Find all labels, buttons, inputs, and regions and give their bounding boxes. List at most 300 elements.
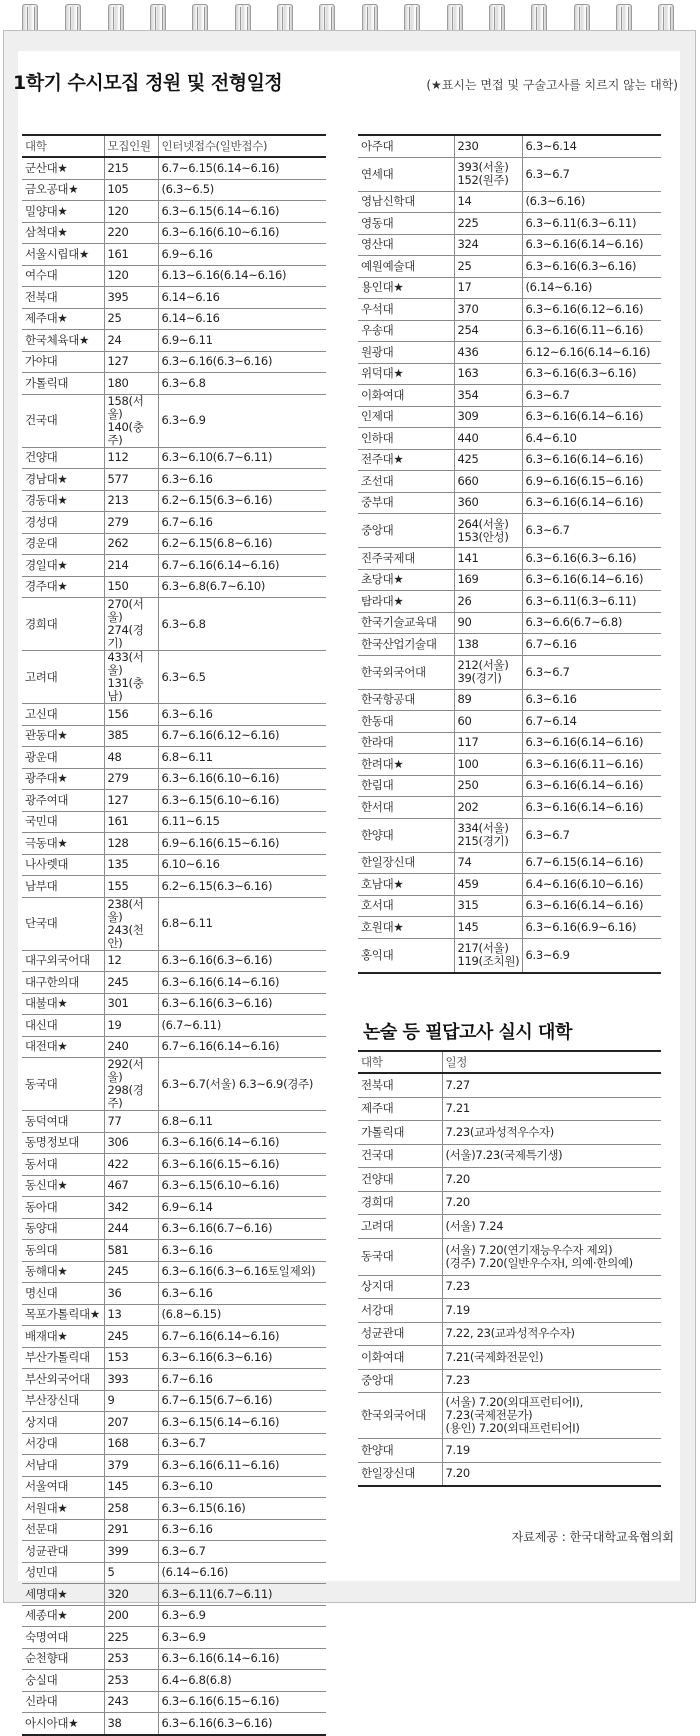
table-row bbox=[22, 1175, 326, 1197]
table-row bbox=[22, 598, 326, 651]
quota-cell: 279 bbox=[104, 512, 158, 534]
application-period-cell: 6.3~6.14 bbox=[522, 135, 661, 157]
table-row bbox=[358, 1299, 661, 1323]
quota-cell: 202 bbox=[454, 797, 522, 819]
column-header-application-period: 인터넷접수(일반접수) bbox=[158, 135, 326, 157]
table-row bbox=[358, 385, 661, 407]
application-period-cell: 6.7~6.14 bbox=[522, 711, 661, 733]
table-row bbox=[22, 1240, 326, 1262]
table-row bbox=[358, 1275, 661, 1299]
application-period-cell: 6.3~6.16(6.14~6.16) bbox=[158, 972, 326, 994]
table-row bbox=[358, 612, 661, 634]
university-cell: 제주대 bbox=[358, 1097, 442, 1121]
application-period-cell: 6.9~6.16(6.15~6.16) bbox=[158, 833, 326, 855]
table-row bbox=[22, 512, 326, 534]
table-row bbox=[22, 854, 326, 876]
application-period-cell: 6.3~6.16(6.14~6.16) bbox=[158, 1132, 326, 1154]
table-row bbox=[22, 1691, 326, 1713]
table-row bbox=[22, 651, 326, 704]
application-period-cell: 6.3~6.16(6.14~6.16) bbox=[522, 732, 661, 754]
table-row bbox=[22, 394, 326, 447]
application-period-cell: 6.3~6.16(6.15~6.16) bbox=[158, 1154, 326, 1176]
application-period-cell: 6.7~6.16 bbox=[158, 1369, 326, 1391]
schedule-table-left bbox=[22, 134, 326, 1736]
university-cell: 밀양대★ bbox=[22, 201, 104, 223]
application-period-cell: 6.3~6.5 bbox=[158, 651, 326, 704]
quota-cell: 213 bbox=[104, 490, 158, 512]
university-cell: 호원대★ bbox=[358, 917, 454, 939]
table-row bbox=[22, 1670, 326, 1692]
application-period-cell: 6.9~6.14 bbox=[158, 1197, 326, 1219]
university-cell: 서강대 bbox=[22, 1433, 104, 1455]
quota-cell: 9 bbox=[104, 1390, 158, 1412]
quota-cell: 250 bbox=[454, 775, 522, 797]
application-period-cell: 6.3~6.8 bbox=[158, 598, 326, 651]
application-period-cell: 6.3~6.9 bbox=[522, 938, 661, 973]
quota-cell: 245 bbox=[104, 1326, 158, 1348]
application-period-cell: 6.4~6.16(6.10~6.16) bbox=[522, 874, 661, 896]
quota-cell: 581 bbox=[104, 1240, 158, 1262]
table-row bbox=[22, 876, 326, 898]
application-period-cell: 6.3~6.7 bbox=[158, 1433, 326, 1455]
quota-cell: 207 bbox=[104, 1412, 158, 1434]
table-row bbox=[22, 1433, 326, 1455]
table-header-row bbox=[22, 135, 326, 157]
application-period-cell: 6.3~6.16(6.3~6.16) bbox=[158, 1713, 326, 1735]
application-period-cell: 6.3~6.9 bbox=[158, 394, 326, 447]
exam-date-cell: 7.23 bbox=[442, 1275, 661, 1299]
university-cell: 경남대★ bbox=[22, 469, 104, 491]
table-row bbox=[358, 449, 661, 471]
university-cell: 동양대 bbox=[22, 1218, 104, 1240]
application-period-cell: 6.3~6.15(6.10~6.16) bbox=[158, 790, 326, 812]
quota-cell: 243 bbox=[104, 1691, 158, 1713]
application-period-cell: 6.3~6.11(6.7~6.11) bbox=[158, 1584, 326, 1606]
quota-cell: 279 bbox=[104, 768, 158, 790]
quota-cell: 264(서울) 153(안성) bbox=[454, 514, 522, 548]
quota-cell: 370 bbox=[454, 299, 522, 321]
quota-cell: 168 bbox=[104, 1433, 158, 1455]
table-row bbox=[358, 320, 661, 342]
quota-cell: 440 bbox=[454, 428, 522, 450]
table-row bbox=[22, 768, 326, 790]
application-period-cell: 6.3~6.16(6.14~6.16) bbox=[522, 406, 661, 428]
essay-section-title: 논술 등 필답고사 실시 대학 bbox=[363, 1022, 572, 1043]
application-period-cell: (6.8~6.15) bbox=[158, 1304, 326, 1326]
quota-cell: 17 bbox=[454, 277, 522, 299]
table-row bbox=[358, 277, 661, 299]
university-cell: 가톨릭대 bbox=[358, 1121, 442, 1145]
quota-cell: 253 bbox=[104, 1670, 158, 1692]
quota-cell: 220 bbox=[104, 222, 158, 244]
exam-date-cell: 7.21 bbox=[442, 1097, 661, 1121]
application-period-cell: 6.13~6.16(6.14~6.16) bbox=[158, 265, 326, 287]
application-period-cell: 6.9~6.16 bbox=[158, 244, 326, 266]
quota-cell: 120 bbox=[104, 201, 158, 223]
quota-cell: 245 bbox=[104, 972, 158, 994]
university-cell: 동국대 bbox=[22, 1058, 104, 1111]
quota-cell: 306 bbox=[104, 1132, 158, 1154]
table-row bbox=[358, 775, 661, 797]
application-period-cell: 6.3~6.16(6.14~6.16) bbox=[522, 492, 661, 514]
quota-cell: 25 bbox=[104, 308, 158, 330]
table-row bbox=[22, 533, 326, 555]
table-row bbox=[22, 1132, 326, 1154]
quota-cell: 385 bbox=[104, 725, 158, 747]
application-period-cell: 6.3~6.16(6.3~6.16) bbox=[158, 993, 326, 1015]
quota-cell: 158(서울) 140(충주) bbox=[104, 394, 158, 447]
exam-date-cell: 7.20 bbox=[442, 1168, 661, 1192]
application-period-cell: 6.3~6.9 bbox=[158, 1605, 326, 1627]
application-period-cell: 6.4~6.8(6.8) bbox=[158, 1670, 326, 1692]
application-period-cell: 6.8~6.11 bbox=[158, 1111, 326, 1133]
quota-cell: 74 bbox=[454, 852, 522, 874]
quota-cell: 156 bbox=[104, 704, 158, 726]
university-cell: 이화여대 bbox=[358, 385, 454, 407]
university-cell: 경동대★ bbox=[22, 490, 104, 512]
quota-cell: 26 bbox=[454, 591, 522, 613]
university-cell: 전북대 bbox=[22, 287, 104, 309]
table-row bbox=[22, 469, 326, 491]
table-row bbox=[22, 833, 326, 855]
quota-cell: 238(서울) 243(천안) bbox=[104, 897, 158, 950]
university-cell: 진주국제대 bbox=[358, 548, 454, 570]
university-cell: 동덕여대 bbox=[22, 1111, 104, 1133]
application-period-cell: 6.11~6.15 bbox=[158, 811, 326, 833]
university-cell: 한양대 bbox=[358, 1439, 442, 1463]
university-cell: 경주대★ bbox=[22, 576, 104, 598]
university-cell: 전주대★ bbox=[358, 449, 454, 471]
exam-date-cell: 7.19 bbox=[442, 1299, 661, 1323]
quota-cell: 14 bbox=[454, 191, 522, 213]
university-cell: 서원대★ bbox=[22, 1498, 104, 1520]
application-period-cell: (6.3~6.5) bbox=[158, 179, 326, 201]
university-cell: 상지대 bbox=[358, 1275, 442, 1299]
table-row bbox=[358, 917, 661, 939]
table-row bbox=[22, 1519, 326, 1541]
table-row bbox=[22, 287, 326, 309]
table-row bbox=[22, 576, 326, 598]
quota-cell: 324 bbox=[454, 234, 522, 256]
quota-cell: 161 bbox=[104, 811, 158, 833]
quota-cell: 425 bbox=[454, 449, 522, 471]
university-cell: 대신대 bbox=[22, 1015, 104, 1037]
quota-cell: 5 bbox=[104, 1562, 158, 1584]
university-cell: 여수대 bbox=[22, 265, 104, 287]
quota-cell: 422 bbox=[104, 1154, 158, 1176]
application-period-cell: (6.14~6.16) bbox=[158, 1562, 326, 1584]
table-row bbox=[22, 1369, 326, 1391]
university-cell: 동국대 bbox=[358, 1238, 442, 1275]
table-row bbox=[358, 492, 661, 514]
university-cell: 한국기술교육대 bbox=[358, 612, 454, 634]
quota-cell: 433(서울) 131(충남) bbox=[104, 651, 158, 704]
exam-date-cell: 7.20 bbox=[442, 1191, 661, 1215]
table-row bbox=[358, 299, 661, 321]
university-cell: 동신대★ bbox=[22, 1175, 104, 1197]
application-period-cell: 6.9~6.11 bbox=[158, 330, 326, 352]
application-period-cell: 6.3~6.15(6.14~6.16) bbox=[158, 201, 326, 223]
table-row bbox=[358, 874, 661, 896]
quota-cell: 399 bbox=[104, 1541, 158, 1563]
table-row bbox=[358, 1346, 661, 1370]
table-row bbox=[22, 725, 326, 747]
quota-cell: 141 bbox=[454, 548, 522, 570]
application-period-cell: 6.3~6.16(6.14~6.16) bbox=[522, 775, 661, 797]
quota-cell: 393(서울) 152(원주) bbox=[454, 157, 522, 191]
table-row bbox=[358, 1168, 661, 1192]
university-cell: 이화여대 bbox=[358, 1346, 442, 1370]
table-row bbox=[22, 1058, 326, 1111]
application-period-cell: 6.14~6.16 bbox=[158, 308, 326, 330]
university-cell: 영동대 bbox=[358, 213, 454, 235]
table-row bbox=[22, 897, 326, 950]
table-row bbox=[358, 852, 661, 874]
quota-cell: 291 bbox=[104, 1519, 158, 1541]
quota-cell: 100 bbox=[454, 754, 522, 776]
university-cell: 한국체육대★ bbox=[22, 330, 104, 352]
university-cell: 가톨릭대 bbox=[22, 373, 104, 395]
university-cell: 원광대 bbox=[358, 342, 454, 364]
quota-cell: 577 bbox=[104, 469, 158, 491]
quota-cell: 48 bbox=[104, 747, 158, 769]
quota-cell: 13 bbox=[104, 1304, 158, 1326]
application-period-cell: 6.12~6.16(6.14~6.16) bbox=[522, 342, 661, 364]
column-header-university: 대학 bbox=[22, 135, 104, 157]
exam-date-cell: 7.22, 23(교과성적우수자) bbox=[442, 1322, 661, 1346]
table-row bbox=[358, 655, 661, 689]
table-row bbox=[22, 811, 326, 833]
university-cell: 신라대 bbox=[22, 1691, 104, 1713]
university-cell: 고신대 bbox=[22, 704, 104, 726]
university-cell: 부산가톨릭대 bbox=[22, 1347, 104, 1369]
university-cell: 위덕대★ bbox=[358, 363, 454, 385]
table-row bbox=[358, 895, 661, 917]
university-cell: 홍익대 bbox=[358, 938, 454, 973]
exam-date-cell: (서울)7.23(국제특기생) bbox=[442, 1144, 661, 1168]
quota-cell: 90 bbox=[454, 612, 522, 634]
university-cell: 동의대 bbox=[22, 1240, 104, 1262]
quota-cell: 214 bbox=[104, 555, 158, 577]
table-row bbox=[358, 363, 661, 385]
university-cell: 가야대 bbox=[22, 351, 104, 373]
quota-cell: 24 bbox=[104, 330, 158, 352]
table-row bbox=[22, 201, 326, 223]
quota-cell: 127 bbox=[104, 351, 158, 373]
table-row bbox=[358, 191, 661, 213]
university-cell: 한려대★ bbox=[358, 754, 454, 776]
exam-date-cell: 7.23 bbox=[442, 1369, 661, 1393]
university-cell: 영산대 bbox=[358, 234, 454, 256]
application-period-cell: 6.3~6.16 bbox=[158, 1240, 326, 1262]
application-period-cell: 6.3~6.11(6.3~6.11) bbox=[522, 591, 661, 613]
quota-cell: 19 bbox=[104, 1015, 158, 1037]
university-cell: 대전대★ bbox=[22, 1036, 104, 1058]
column-header-date: 일정 bbox=[442, 1051, 661, 1073]
university-cell: 관동대★ bbox=[22, 725, 104, 747]
university-cell: 한국외국어대 bbox=[358, 1393, 442, 1439]
table-row bbox=[22, 1648, 326, 1670]
university-cell: 서울여대 bbox=[22, 1476, 104, 1498]
table-row bbox=[358, 234, 661, 256]
application-period-cell: 6.3~6.16(6.14~6.16) bbox=[522, 895, 661, 917]
university-cell: 동해대★ bbox=[22, 1261, 104, 1283]
table-row bbox=[358, 634, 661, 656]
university-cell: 군산대★ bbox=[22, 157, 104, 179]
exam-date-cell: (서울) 7.20(연기재능우수자 제외) (경주) 7.20(일반우수자Ⅰ, 의예·한의예) bbox=[442, 1238, 661, 1275]
exam-date-cell: 7.20 bbox=[442, 1462, 661, 1486]
university-cell: 우석대 bbox=[358, 299, 454, 321]
application-period-cell: 6.3~6.15(6.16) bbox=[158, 1498, 326, 1520]
table-row bbox=[358, 754, 661, 776]
column-header-quota: 모집인원 bbox=[104, 135, 158, 157]
quota-cell: 180 bbox=[104, 373, 158, 395]
table-row bbox=[22, 1261, 326, 1283]
application-period-cell: 6.3~6.16(6.3~6.16) bbox=[522, 548, 661, 570]
table-row bbox=[358, 1462, 661, 1486]
application-period-cell: 6.3~6.16 bbox=[158, 704, 326, 726]
table-row bbox=[358, 938, 661, 973]
quota-cell: 315 bbox=[454, 895, 522, 917]
quota-cell: 379 bbox=[104, 1455, 158, 1477]
university-cell: 순천향대 bbox=[22, 1648, 104, 1670]
table-row bbox=[358, 591, 661, 613]
table-row bbox=[358, 569, 661, 591]
table-row bbox=[22, 1036, 326, 1058]
application-period-cell: 6.3~6.9 bbox=[158, 1627, 326, 1649]
application-period-cell: 6.3~6.16(6.10~6.16) bbox=[158, 768, 326, 790]
university-cell: 제주대★ bbox=[22, 308, 104, 330]
table-row bbox=[22, 1197, 326, 1219]
table-row bbox=[22, 157, 326, 179]
quota-cell: 660 bbox=[454, 471, 522, 493]
application-period-cell: 6.7~6.16(6.14~6.16) bbox=[158, 1326, 326, 1348]
application-period-cell: 6.7~6.15(6.14~6.16) bbox=[522, 852, 661, 874]
quota-cell: 145 bbox=[104, 1476, 158, 1498]
table-row bbox=[22, 1347, 326, 1369]
quota-cell: 212(서울) 39(경기) bbox=[454, 655, 522, 689]
table-row bbox=[22, 490, 326, 512]
quota-cell: 169 bbox=[454, 569, 522, 591]
quota-cell: 258 bbox=[104, 1498, 158, 1520]
university-cell: 남부대 bbox=[22, 876, 104, 898]
quota-cell: 36 bbox=[104, 1283, 158, 1305]
table-row bbox=[358, 732, 661, 754]
university-cell: 호서대 bbox=[358, 895, 454, 917]
application-period-cell: 6.3~6.16(6.14~6.16) bbox=[522, 234, 661, 256]
exam-date-cell: 7.19 bbox=[442, 1439, 661, 1463]
quota-cell: 200 bbox=[104, 1605, 158, 1627]
application-period-cell: 6.3~6.16(6.10~6.16) bbox=[158, 222, 326, 244]
quota-cell: 153 bbox=[104, 1347, 158, 1369]
exam-date-cell: 7.27 bbox=[442, 1073, 661, 1097]
application-period-cell: 6.7~6.16 bbox=[522, 634, 661, 656]
university-cell: 연세대 bbox=[358, 157, 454, 191]
university-cell: 부산장신대 bbox=[22, 1390, 104, 1412]
table-row bbox=[22, 1498, 326, 1520]
quota-cell: 244 bbox=[104, 1218, 158, 1240]
application-period-cell: 6.3~6.16(6.11~6.16) bbox=[522, 754, 661, 776]
university-cell: 서강대 bbox=[358, 1299, 442, 1323]
table-row bbox=[22, 265, 326, 287]
application-period-cell: 6.4~6.10 bbox=[522, 428, 661, 450]
table-row bbox=[22, 222, 326, 244]
application-period-cell: 6.3~6.15(6.14~6.16) bbox=[158, 1412, 326, 1434]
quota-cell: 112 bbox=[104, 447, 158, 469]
university-cell: 서남대 bbox=[22, 1455, 104, 1477]
quota-cell: 459 bbox=[454, 874, 522, 896]
table-row bbox=[358, 797, 661, 819]
university-cell: 한동대 bbox=[358, 711, 454, 733]
university-cell: 고려대 bbox=[22, 651, 104, 704]
university-cell: 세명대★ bbox=[22, 1584, 104, 1606]
table-row bbox=[22, 1476, 326, 1498]
quota-cell: 395 bbox=[104, 287, 158, 309]
application-period-cell: 6.7~6.15(6.14~6.16) bbox=[158, 157, 326, 179]
university-cell: 숙명여대 bbox=[22, 1627, 104, 1649]
quota-cell: 145 bbox=[454, 917, 522, 939]
application-period-cell: 6.7~6.16(6.12~6.16) bbox=[158, 725, 326, 747]
table-row bbox=[22, 1154, 326, 1176]
university-cell: 광주여대 bbox=[22, 790, 104, 812]
application-period-cell: 6.3~6.7 bbox=[522, 655, 661, 689]
table-row bbox=[22, 747, 326, 769]
quota-cell: 342 bbox=[104, 1197, 158, 1219]
application-period-cell: 6.3~6.16(6.3~6.16) bbox=[158, 351, 326, 373]
university-cell: 동명정보대 bbox=[22, 1132, 104, 1154]
application-period-cell: 6.9~6.16(6.15~6.16) bbox=[522, 471, 661, 493]
table-row bbox=[358, 1144, 661, 1168]
quota-cell: 135 bbox=[104, 854, 158, 876]
university-cell: 용인대★ bbox=[358, 277, 454, 299]
university-cell: 한국외국어대 bbox=[358, 655, 454, 689]
schedule-table-right bbox=[358, 134, 661, 974]
university-cell: 초당대★ bbox=[358, 569, 454, 591]
university-cell: 건국대 bbox=[358, 1144, 442, 1168]
application-period-cell: 6.3~6.11(6.3~6.11) bbox=[522, 213, 661, 235]
table-row bbox=[358, 256, 661, 278]
quota-cell: 245 bbox=[104, 1261, 158, 1283]
university-cell: 동서대 bbox=[22, 1154, 104, 1176]
table-row bbox=[358, 1238, 661, 1275]
column-header-university: 대학 bbox=[358, 1051, 442, 1073]
quota-cell: 225 bbox=[104, 1627, 158, 1649]
application-period-cell: 6.3~6.16(6.7~6.16) bbox=[158, 1218, 326, 1240]
university-cell: 건양대 bbox=[22, 447, 104, 469]
quota-cell: 254 bbox=[454, 320, 522, 342]
quota-cell: 320 bbox=[104, 1584, 158, 1606]
table-row bbox=[358, 1191, 661, 1215]
university-cell: 인제대 bbox=[358, 406, 454, 428]
table-row bbox=[358, 1073, 661, 1097]
quota-cell: 240 bbox=[104, 1036, 158, 1058]
table-row bbox=[22, 1541, 326, 1563]
quota-cell: 38 bbox=[104, 1713, 158, 1735]
table-row bbox=[358, 157, 661, 191]
application-period-cell: 6.3~6.7 bbox=[158, 1541, 326, 1563]
application-period-cell: 6.8~6.11 bbox=[158, 897, 326, 950]
university-cell: 우송대 bbox=[358, 320, 454, 342]
exam-date-cell: (서울) 7.24 bbox=[442, 1215, 661, 1239]
table-row bbox=[22, 972, 326, 994]
university-cell: 한일장신대 bbox=[358, 852, 454, 874]
application-period-cell: 6.3~6.16(6.14~6.16) bbox=[158, 1648, 326, 1670]
application-period-cell: 6.14~6.16 bbox=[158, 287, 326, 309]
quota-cell: 262 bbox=[104, 533, 158, 555]
application-period-cell: 6.2~6.15(6.3~6.16) bbox=[158, 876, 326, 898]
table-row bbox=[358, 1121, 661, 1145]
quota-cell: 138 bbox=[454, 634, 522, 656]
